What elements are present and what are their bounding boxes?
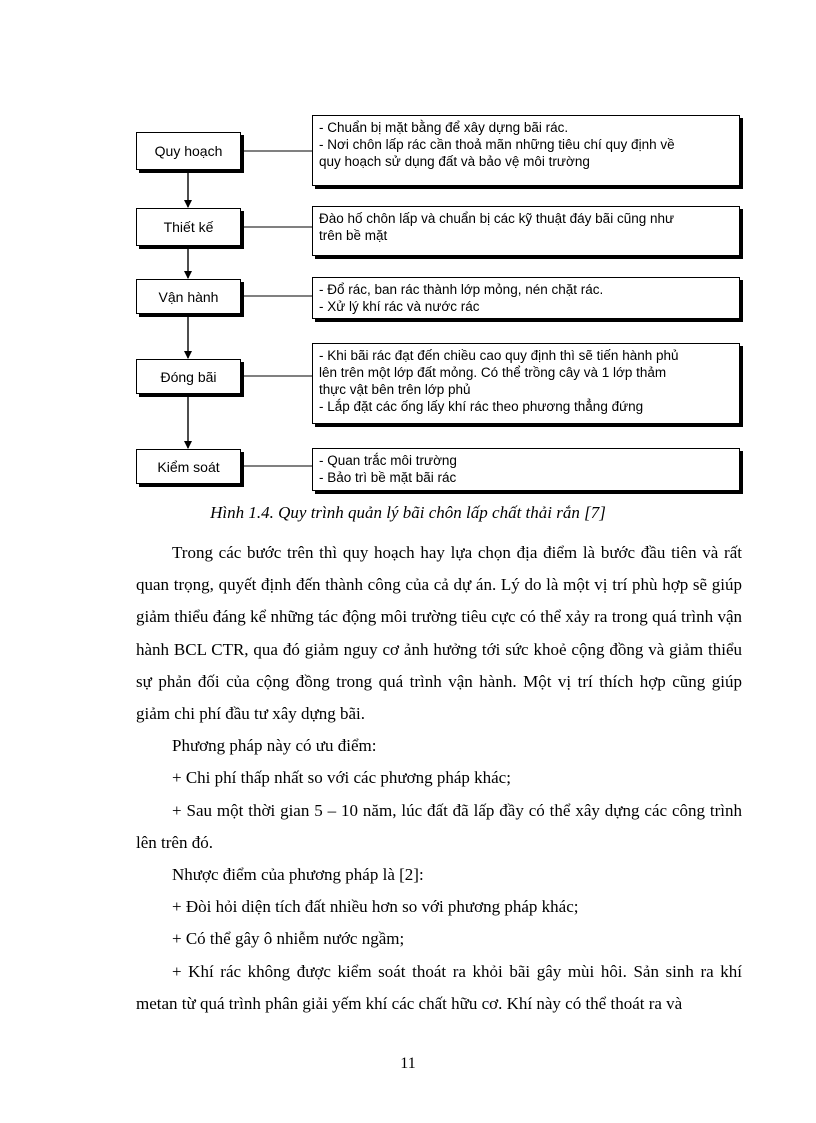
- paragraph: + Chi phí thấp nhất so với các phương pháp khác;: [172, 768, 511, 788]
- note-kiem-soat: [312, 448, 740, 491]
- step-van-hanh: [136, 279, 241, 314]
- note-line: - Nơi chôn lấp rác cần thoả mãn những tiêu chí quy định về: [319, 137, 675, 152]
- note-line: - Quan trắc môi trường: [319, 453, 457, 468]
- paragraph: Nhược điểm của phương pháp là [2]:: [172, 865, 424, 885]
- note-line: quy hoạch sử dụng đất và bảo vệ môi trường: [319, 154, 590, 169]
- note-van-hanh: [312, 277, 740, 319]
- note-line: - Đổ rác, ban rác thành lớp mỏng, nén chặt rác.: [319, 282, 604, 297]
- note-quy-hoach: [312, 115, 740, 186]
- paragraph: + Khí rác không được kiểm soát thoát ra khỏi bãi gây mùi hôi. Sản sinh ra khí metan từ quá trình phân giải yếm khí các chất hữu cơ. Khí này có thể thoát ra và: [136, 961, 742, 1013]
- paragraph: Trong các bước trên thì quy hoạch hay lựa chọn địa điểm là bước đầu tiên và rất quan trọng, quyết định đến thành công của cả dự án. Lý do là một vị trí phù hợp sẽ giúp giảm thiểu đáng kể những tác động môi trường tiêu cực có thể xảy ra trong quá trình vận hành BCL CTR, qua đó giảm nguy cơ ảnh hưởng tới sức khoẻ cộng đồng và giảm thiểu sự phản đối của cộng đồng trong quá trình vận hành. Một vị trí thích hợp cũng giúp giảm chi phí đầu tư xây dựng bãi.: [136, 543, 742, 724]
- step-label: Vận hành: [158, 288, 219, 305]
- paragraph: Phương pháp này có ưu điểm:: [172, 736, 377, 756]
- note-dong-bai: [312, 343, 740, 424]
- note-line: - Bảo trì bề mặt bãi rác: [319, 470, 457, 485]
- step-kiem-soat: [136, 449, 241, 484]
- body-text: [136, 537, 742, 1020]
- step-dong-bai: [136, 359, 241, 394]
- note-line: Đào hố chôn lấp và chuẩn bị các kỹ thuật đáy bãi cũng như: [319, 211, 675, 226]
- step-label: Quy hoạch: [154, 143, 223, 159]
- note-line: trên bề mặt: [319, 228, 388, 243]
- paragraph: + Có thể gây ô nhiễm nước ngầm;: [172, 929, 405, 949]
- note-thiet-ke: [312, 206, 740, 256]
- note-line: - Lắp đặt các ống lấy khí rác theo phương thẳng đứng: [319, 399, 644, 414]
- note-line: - Khi bãi rác đạt đến chiều cao quy định thì sẽ tiến hành phủ: [319, 348, 679, 363]
- note-line: - Chuẩn bị mặt bằng để xây dựng bãi rác.: [319, 120, 569, 135]
- figure-caption: Hình 1.4. Quy trình quản lý bãi chôn lấp chất thải rắn [7]: [210, 503, 606, 522]
- paragraph: + Sau một thời gian 5 – 10 năm, lúc đất đã lấp đầy có thể xây dựng các công trình lên trên đó.: [136, 800, 742, 852]
- paragraph: + Đòi hỏi diện tích đất nhiều hơn so với phương pháp khác;: [172, 897, 579, 917]
- note-line: lên trên một lớp đất mỏng. Có thể trồng cây và 1 lớp thảm: [319, 365, 667, 380]
- step-thiet-ke: [136, 208, 241, 246]
- step-quy-hoach: [136, 132, 241, 170]
- note-line: thực vật bên trên lớp phủ: [319, 382, 471, 397]
- process-flow-diagram: [0, 0, 816, 500]
- step-label: Đóng bãi: [160, 368, 217, 385]
- page-number: 11: [400, 1055, 416, 1072]
- note-line: - Xử lý khí rác và nước rác: [319, 299, 480, 314]
- step-label: Kiểm soát: [157, 458, 220, 475]
- step-label: Thiết kế: [163, 219, 214, 235]
